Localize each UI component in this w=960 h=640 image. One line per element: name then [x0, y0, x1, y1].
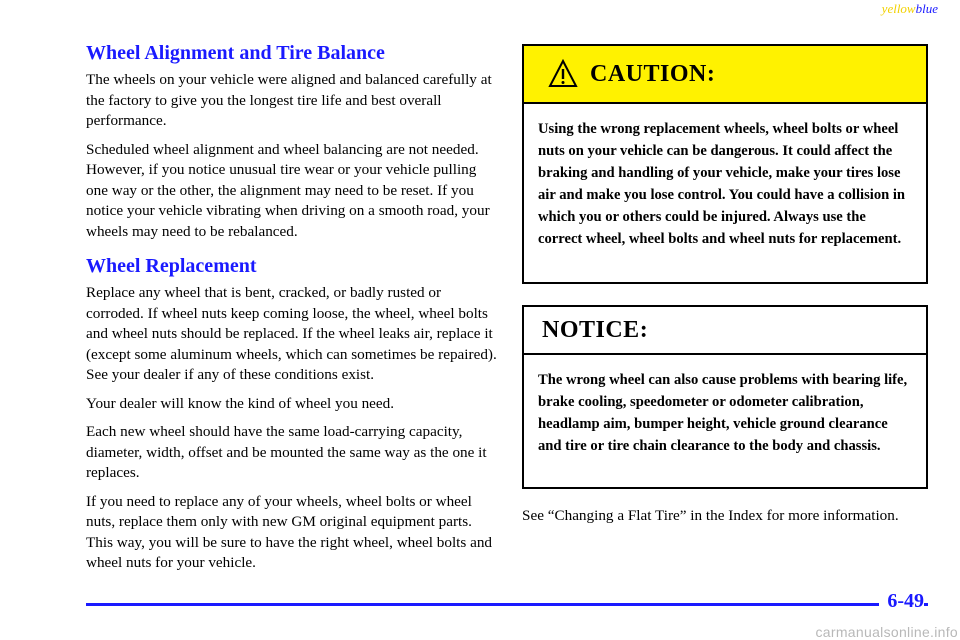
paragraph: The wheels on your vehicle were aligned and balanced carefully at the factory to give you the longest tire life and best overall performance. [86, 71, 492, 129]
warning-triangle-icon [548, 59, 578, 89]
caution-header [524, 46, 926, 104]
section-title-wheel-alignment: Wheel Alignment and Tire Balance [86, 42, 385, 64]
paragraph: Replace any wheel that is bent, cracked, or badly rusted or corroded. If wheel nuts keep coming loose, the wheel, wheel bolts and wheel nuts should be replaced. If the wheel leaks air, replace it (except some aluminum wheels, which can sometimes be repaired). See your dealer if any of these conditions exist. [86, 284, 497, 383]
notice-header [524, 307, 926, 355]
right-column [522, 44, 928, 527]
caution-title: CAUTION: [590, 60, 716, 87]
page-number: 6-49 [879, 591, 924, 611]
color-tag-blue: blue [915, 1, 938, 16]
watermark: carmanualsonline.info [815, 624, 958, 640]
caution-box [522, 44, 928, 284]
paragraph: Scheduled wheel alignment and wheel balancing are not needed. However, if you notice unusual tire wear or your vehicle pulling one way or the other, the alignment may need to be reset. If you notice your vehicle vibrating when driving on a smooth road, your wheels may need to be rebalanced. [86, 140, 490, 240]
footer-rule [86, 603, 928, 606]
color-tag [882, 1, 938, 17]
color-tag-yellow: yellow [881, 1, 916, 16]
paragraph: Each new wheel should have the same load-carrying capacity, diameter, width, offset and be mounted the same way as the one it replaces. [86, 423, 487, 481]
left-column [86, 40, 498, 574]
notice-text: The wrong wheel can also cause problems with bearing life, brake cooling, speedometer or odometer calibration, headlamp aim, bumper height, vehicle ground clearance and tire or tire chain clearance to the body and chassis. [538, 372, 908, 454]
paragraph: Your dealer will know the kind of wheel you need. [86, 394, 395, 412]
notice-title: NOTICE: [542, 316, 649, 343]
paragraph: If you need to replace any of your wheels, wheel bolts or wheel nuts, replace them only with new GM original equipment parts. This way, you will be sure to have the right wheel, wheel bolts and wheel nuts for your vehicle. [86, 492, 493, 571]
see-more-text: See “Changing a Flat Tire” in the Index for more information. [522, 507, 899, 524]
notice-box [522, 305, 928, 489]
caution-text: Using the wrong replacement wheels, wheel bolts or wheel nuts on your vehicle can be dangerous. It could affect the braking and handling of your vehicle, make your tires lose air and make you lose control. You could have a collision in which you or others could be injured. Always use the correct wheel, wheel bolts and wheel nuts for replacement. [538, 121, 906, 247]
section-title-wheel-replacement: Wheel Replacement [86, 255, 257, 277]
